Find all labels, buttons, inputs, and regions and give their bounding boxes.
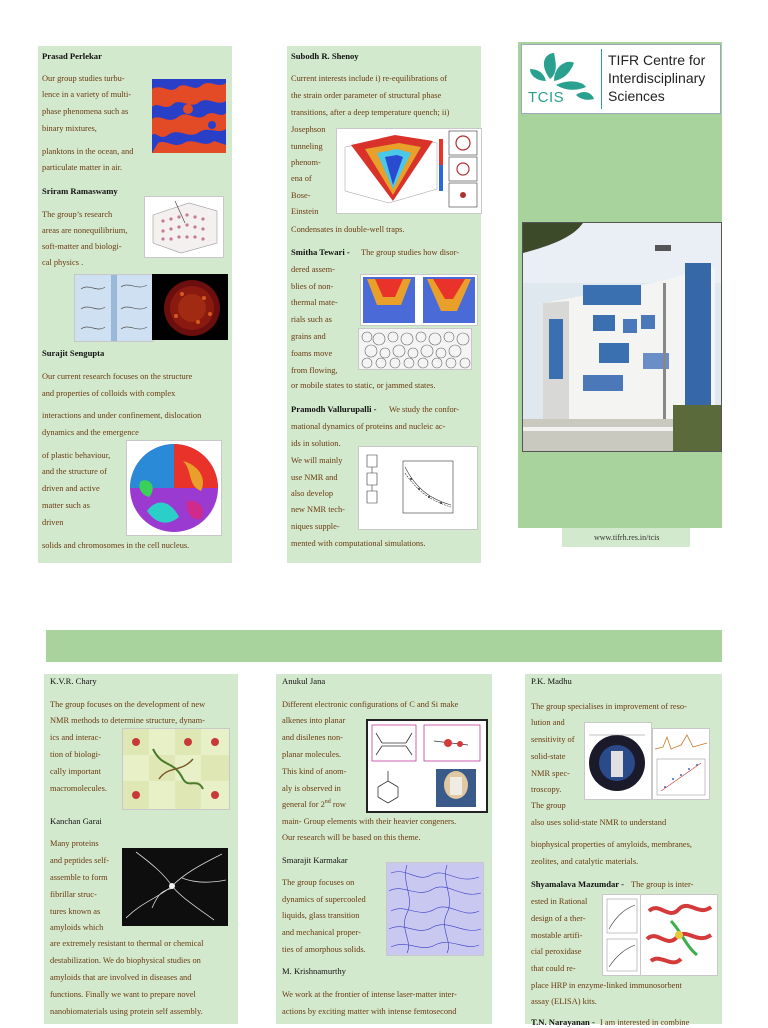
text-line: Bose- [291, 191, 311, 200]
text-line: solids and chromosomes in the cell nucleus. [42, 541, 190, 550]
text-line: phase phenomena such as [42, 107, 129, 116]
amyloid-fibril-figure [122, 848, 228, 926]
name-sriram-ramaswamy: Sriram Ramaswamy [42, 186, 118, 196]
text-line: dered assem- [291, 265, 335, 274]
text-line: aly is observed in [282, 784, 341, 793]
text-line: alkenes into planar [282, 716, 346, 725]
text-line: niques supple- [291, 522, 340, 531]
text-line [282, 799, 346, 810]
text-line: tunneling [291, 142, 323, 151]
url-text[interactable]: www.tifrh.res.in/tcis [594, 533, 660, 542]
text-line: Einstein [291, 207, 319, 216]
active-matter-figure [144, 196, 224, 258]
name-pk-madhu: P.K. Madhu [531, 676, 572, 686]
text-line: Our current research focuses on the structure [42, 372, 193, 381]
name-kvr-chary: K.V.R. Chary [50, 676, 97, 686]
enzyme-kinetics-figure [602, 894, 642, 976]
text-line: Condensates in double-well traps. [291, 225, 405, 234]
text-line: Current interests include i) re-equilibrations of [291, 74, 448, 83]
turbulence-figure [152, 79, 226, 153]
text-line: The group’s research [42, 210, 113, 219]
text-line: The group is inter- [631, 880, 694, 889]
text-line: The group specialises in improvement of reso- [531, 702, 687, 711]
name-prasad-perlekar: Prasad Perlekar [42, 51, 102, 61]
text-line: blies of non- [291, 282, 334, 291]
text-line: ested in Rational [531, 897, 588, 906]
glass-dynamics-figure [386, 862, 484, 956]
text-line: and properties of colloids with complex [42, 389, 176, 398]
vortex-lattice-figure [74, 274, 154, 342]
text-line: matter such as [42, 501, 90, 510]
text-part: general for 2 [282, 800, 325, 809]
text-line: and disilenes non- [282, 733, 343, 742]
text-line: transitions, after a deep temperature quench; ii) [291, 108, 450, 117]
text-line: Many proteins [50, 839, 99, 848]
text-line: planktons in the ocean, and [42, 147, 134, 156]
name-shyamalava-mazumdar: Shyamalava Mazumdar - [531, 879, 624, 889]
text-line: lence in a variety of multi- [42, 90, 132, 99]
colloid-sphere-figure [126, 440, 222, 536]
text-line: tion of biologi- [50, 750, 101, 759]
text-line: dynamics of supercooled [282, 895, 366, 904]
text-line: planar molecules. [282, 750, 342, 759]
nmr-relaxation-figure [358, 446, 478, 530]
text-line: or mobile states to static, or jammed states. [291, 381, 436, 390]
text-line: main- Group elements with their heavier congeners. [282, 817, 457, 826]
text-line: NMR spec- [531, 769, 570, 778]
text-line: sensitivity of [531, 735, 575, 744]
text-line: mostable artifi- [531, 931, 583, 940]
text-line: areas are nonequilibrium, [42, 226, 128, 235]
text-line: I am interested in combine [600, 1018, 690, 1027]
text-line: phenom- [291, 158, 321, 167]
text-line: driven and active [42, 484, 100, 493]
logo-text: TCIS [528, 89, 565, 106]
section-band [46, 630, 722, 662]
text-line: troscopy. [531, 785, 562, 794]
logo-title-3: Sciences [608, 88, 665, 104]
text-line: and the structure of [42, 467, 107, 476]
text-line: fibrillar struc- [50, 890, 97, 899]
text-line: Different electronic configurations of C and Si make [282, 700, 459, 709]
logo-title-2: Interdisciplinary [608, 70, 706, 86]
text-line: actions by exciting matter with intense femtosecond [282, 1007, 457, 1016]
name-kanchan-garai: Kanchan Garai [50, 816, 102, 826]
chromatin-figure [152, 274, 228, 340]
text-line: biophysical properties of amyloids, membranes, [531, 840, 692, 849]
text-line: The group [531, 801, 566, 810]
text-line: foams move [291, 349, 333, 358]
text-line: ena of [291, 174, 312, 183]
granular-flow-figure [360, 274, 478, 326]
text-line: This kind of anom- [282, 767, 347, 776]
text-line: NMR methods to determine structure, dynam- [50, 716, 205, 725]
text-line: rials such as [291, 315, 332, 324]
silicon-chemistry-figure [366, 719, 488, 813]
text-line: assemble to form [50, 873, 108, 882]
text-line: We work at the frontier of intense laser-matter inter- [282, 990, 457, 999]
nmr-rotor-figure [584, 722, 652, 800]
text-line: The group focuses on the development of new [50, 700, 206, 709]
logo-title-1: TIFR Centre for [608, 52, 706, 68]
name-surajit-sengupta: Surajit Sengupta [42, 348, 105, 358]
text-line: mational dynamics of proteins and nucleic ac- [291, 422, 446, 431]
name-m-krishnamurthy: M. Krishnamurthy [282, 966, 346, 976]
text-line: The group focuses on [282, 878, 355, 887]
text-line: ics and interac- [50, 733, 102, 742]
text-line: use NMR and [291, 473, 338, 482]
text-part: row [330, 800, 346, 809]
text-line: place HRP in enzyme-linked immunosorbent [531, 981, 682, 990]
text-line: also uses solid-state NMR to understand [531, 818, 667, 827]
text-line: from flowing, [291, 366, 338, 375]
text-line: cally important [50, 767, 101, 776]
protein-structure-grid-figure [122, 728, 230, 810]
text-line: macromolecules. [50, 784, 107, 793]
name-smarajit-karmakar: Smarajit Karmakar [282, 855, 348, 865]
name-tn-narayanan: T.N. Narayanan - [531, 1017, 595, 1027]
text-line: We study the confor- [389, 405, 460, 414]
text-line: soft-matter and biologi- [42, 242, 122, 251]
text-line: binary mixtures, [42, 124, 97, 133]
text-line: cal physics . [42, 258, 84, 267]
text-line: The group studies how disor- [361, 248, 459, 257]
text-line: of plastic behaviour, [42, 451, 111, 460]
text-line: and mechanical proper- [282, 928, 361, 937]
foam-figure [358, 328, 472, 370]
text-line: also develop [291, 489, 334, 498]
text-line: are extremely resistant to thermal or chemical [50, 939, 204, 948]
text-line: the strain order parameter of structural phase [291, 91, 442, 100]
text-line: and peptides self- [50, 856, 110, 865]
text-line: assay (ELISA) kits. [531, 997, 597, 1006]
name-subodh-shenoy: Subodh R. Shenoy [291, 51, 359, 61]
text-line: tures known as [50, 907, 101, 916]
text-line: cial peroxidase [531, 947, 582, 956]
text-line: dynamics and the emergence [42, 428, 139, 437]
text-line: new NMR tech- [291, 505, 345, 514]
text-line: mented with computational simulations. [291, 539, 426, 548]
text-line: Josephson [291, 125, 326, 134]
text-line: zeolites, and catalytic materials. [531, 857, 639, 866]
logo-box [521, 44, 721, 114]
text-line: thermal mate- [291, 298, 338, 307]
name-anukul-jana: Anukul Jana [282, 676, 326, 686]
text-line: particulate matter in air. [42, 163, 122, 172]
text-line: ties of amorphous solids. [282, 945, 366, 954]
logo-divider [601, 49, 602, 109]
peroxidase-structure-figure [640, 894, 718, 976]
text-line: functions. Finally we want to prepare novel [50, 990, 196, 999]
text-line: that could re- [531, 964, 576, 973]
name-smitha-tewari: Smitha Tewari - [291, 247, 350, 257]
text-line: amyloids that are involved in diseases and [50, 973, 192, 982]
text-line: grains and [291, 332, 326, 341]
text-line: lution and [531, 718, 565, 727]
text-line: We will mainly [291, 456, 343, 465]
text-line: liquids, glass transition [282, 911, 360, 920]
text-line: driven [42, 518, 64, 527]
text-line: nanobiomaterials using protein self assembly. [50, 1007, 203, 1016]
building-photo [522, 222, 722, 452]
text-line: Our research will be based on this theme. [282, 833, 421, 842]
text-line: destabilization. We do biophysical studies on [50, 956, 201, 965]
nmr-spectra-figure [652, 728, 710, 800]
text-line: interactions and under confinement, dislocation [42, 411, 202, 420]
text-line: amyloids which [50, 923, 104, 932]
text-line: Our group studies turbu- [42, 74, 125, 83]
text-line: solid-state [531, 752, 566, 761]
double-well-surface-figure [336, 128, 482, 214]
superscript: nd [324, 799, 331, 806]
text-line: design of a ther- [531, 914, 586, 923]
text-line: ids in solution. [291, 439, 341, 448]
name-pramodh-vallurupalli: Pramodh Vallurupalli - [291, 404, 377, 414]
